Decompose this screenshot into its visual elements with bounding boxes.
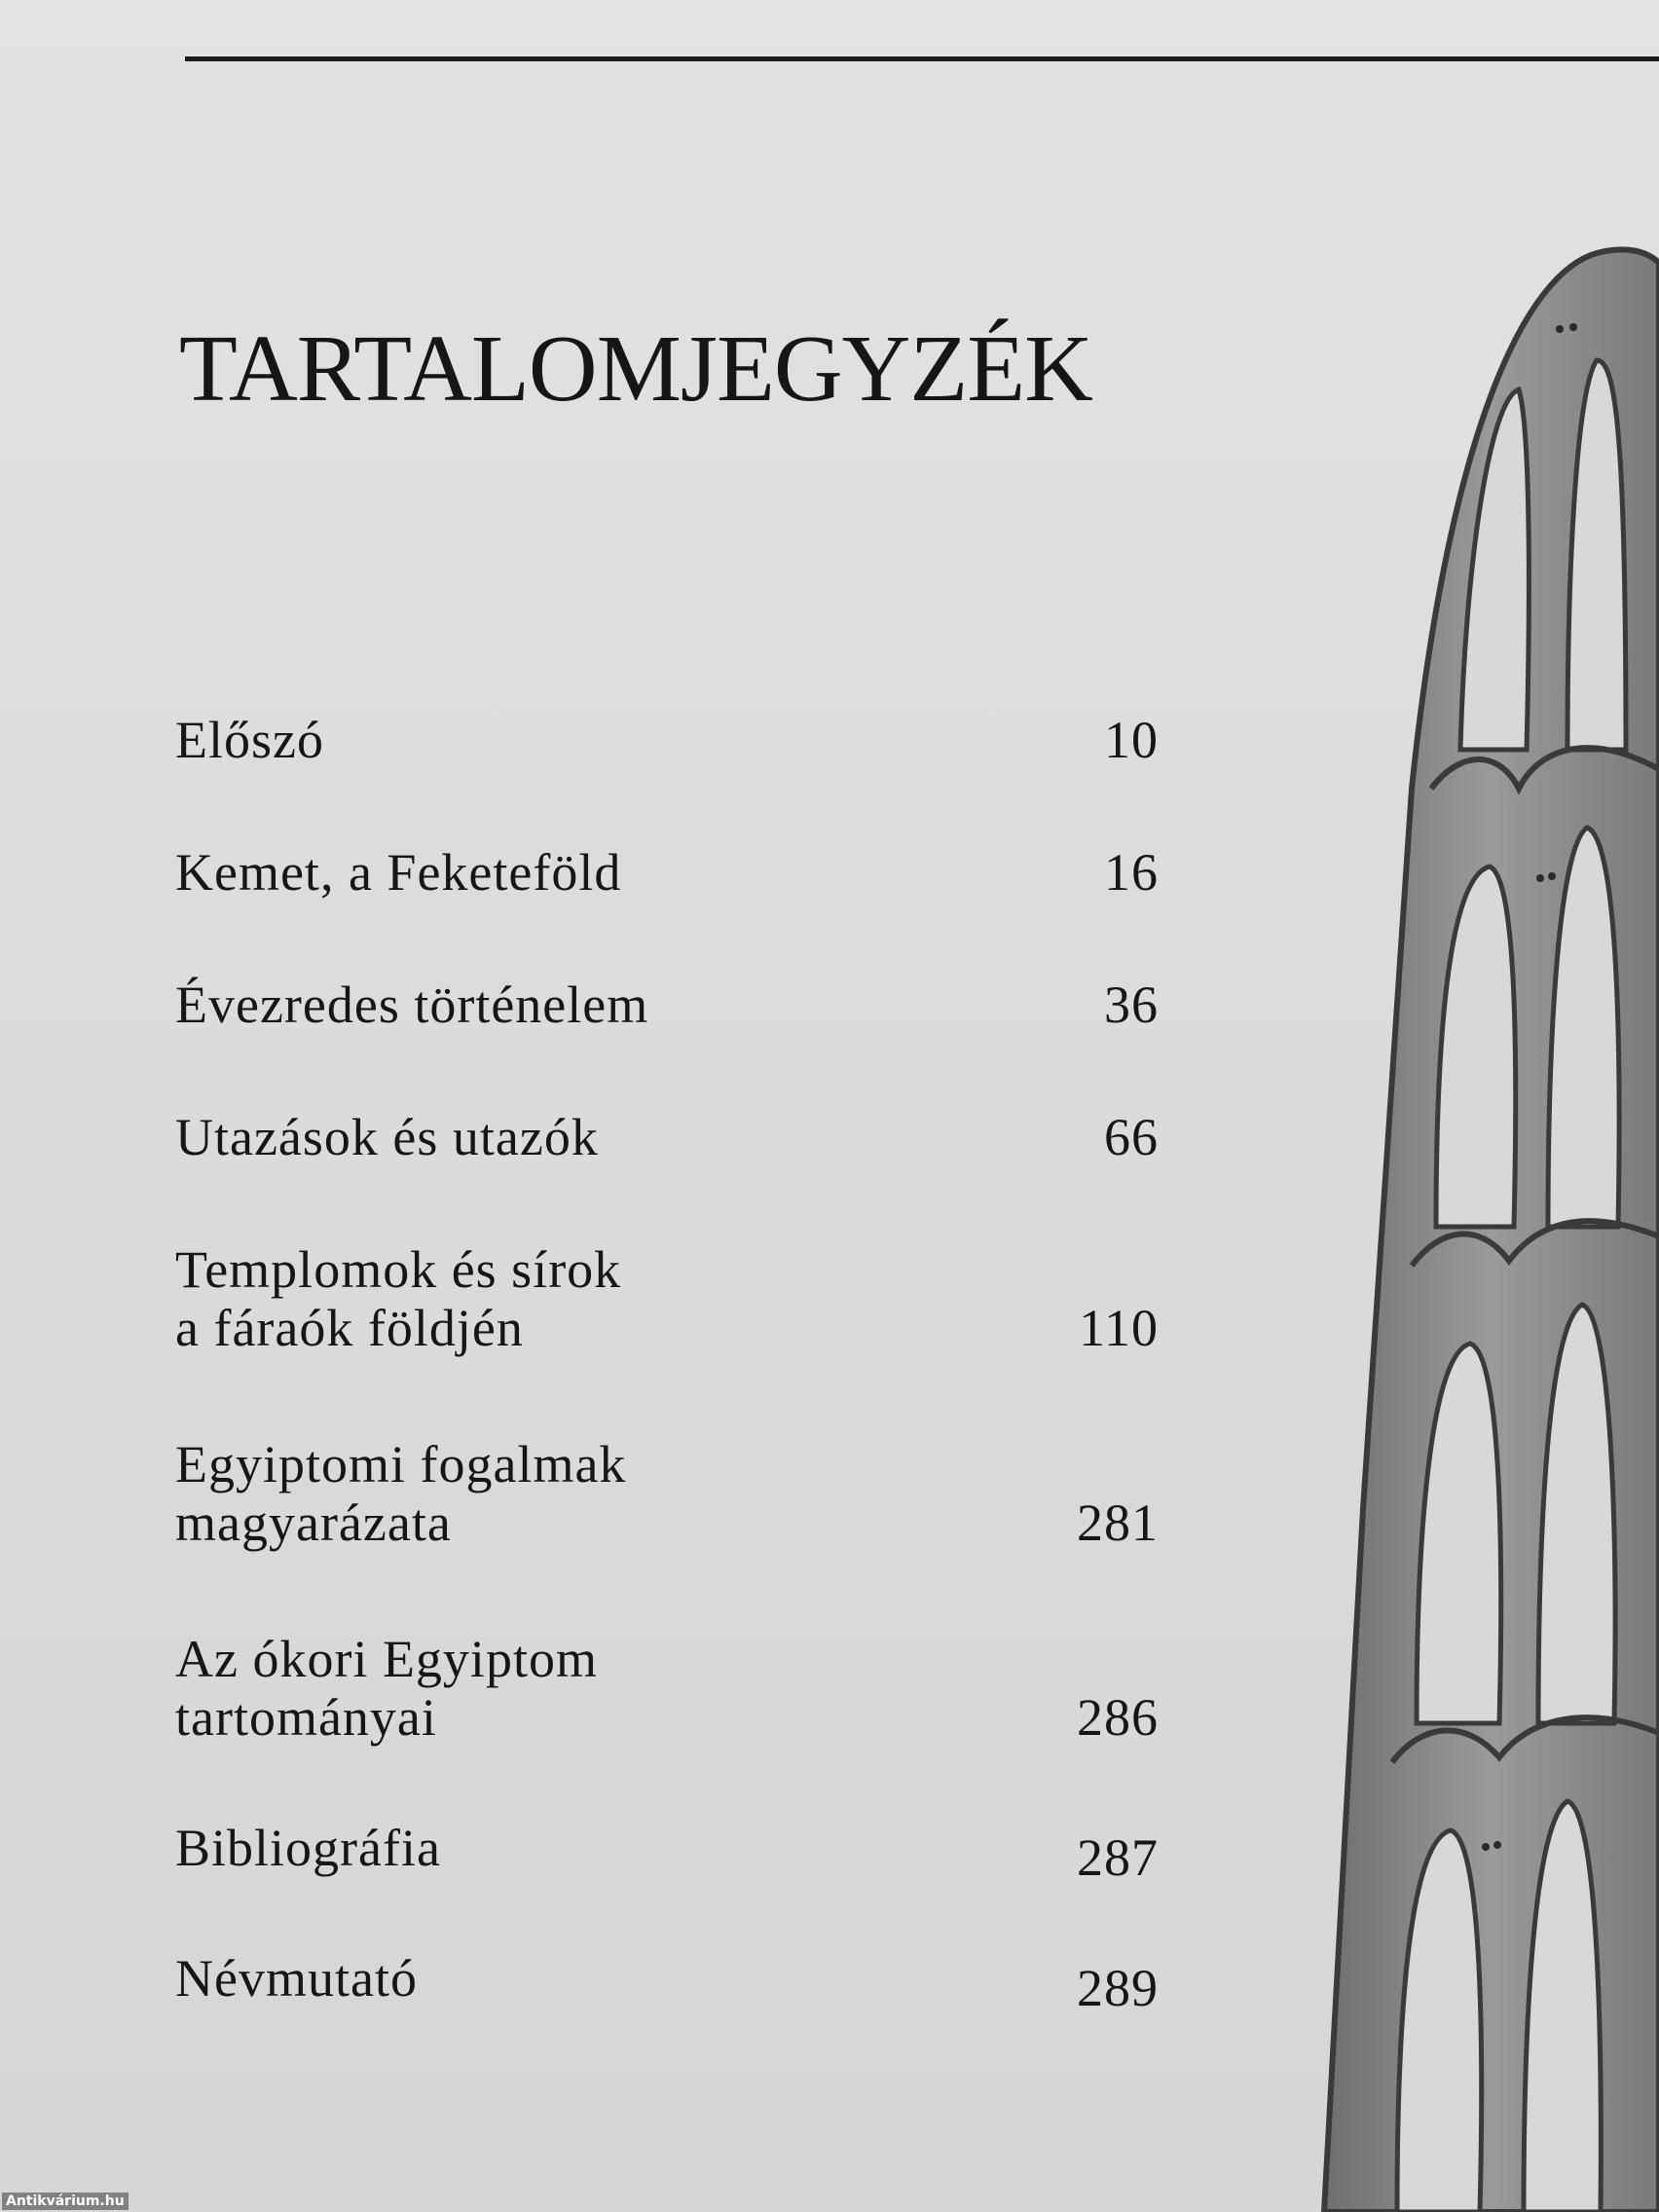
top-rule xyxy=(185,56,1659,61)
toc-entry-label xyxy=(175,1435,915,1552)
toc-entry-label xyxy=(175,976,915,1034)
toc-entry-label-line: Névmutató xyxy=(175,1949,418,2008)
toc-entry-page: 281 xyxy=(1077,1493,1159,1552)
toc-entry-label-line: Egyiptomi fogalmak xyxy=(175,1435,627,1493)
toc-entry-page: 110 xyxy=(1079,1299,1159,1357)
toc-entry-label-line: Bibliográfia xyxy=(175,1819,441,1877)
toc-entry-label xyxy=(175,843,915,902)
toc-entry-page: 289 xyxy=(1077,1959,1159,2017)
toc-entry-label-line: Templomok és sírok xyxy=(175,1240,622,1299)
toc-entry-page: 10 xyxy=(1104,711,1159,769)
toc-entry-label-line: a fáraók földjén xyxy=(175,1299,524,1357)
toc-entry-label xyxy=(175,1108,915,1166)
toc-entry-page: 286 xyxy=(1077,1688,1159,1747)
toc-entry-label-line: Utazások és utazók xyxy=(175,1108,599,1166)
toc-entry-label xyxy=(175,1949,915,2008)
page-title: TARTALOMJEGYZÉK xyxy=(179,316,1092,422)
toc-entry-page: 16 xyxy=(1104,843,1159,902)
toc-entry-label-line: magyarázata xyxy=(175,1493,452,1552)
ornament-carving-icon xyxy=(1305,243,1659,2212)
toc-entry-label xyxy=(175,1819,915,1877)
toc-entry-label-line: Kemet, a Feketeföld xyxy=(175,843,622,902)
toc-entry-page: 36 xyxy=(1104,976,1159,1034)
toc-entry-label xyxy=(175,711,915,769)
toc-entry-label-line: tartományai xyxy=(175,1688,437,1747)
toc-entry-label xyxy=(175,1630,915,1747)
toc-entry-label-line: Évezredes történelem xyxy=(175,976,649,1034)
toc-entry-page: 66 xyxy=(1104,1108,1159,1166)
toc-entry-label-line: Előszó xyxy=(175,711,324,769)
watermark: Antikvárium.hu xyxy=(2,2193,129,2210)
toc-entry-label xyxy=(175,1240,915,1357)
toc-entry-page: 287 xyxy=(1077,1828,1159,1887)
toc-entry-label-line: Az ókori Egyiptom xyxy=(175,1630,598,1688)
